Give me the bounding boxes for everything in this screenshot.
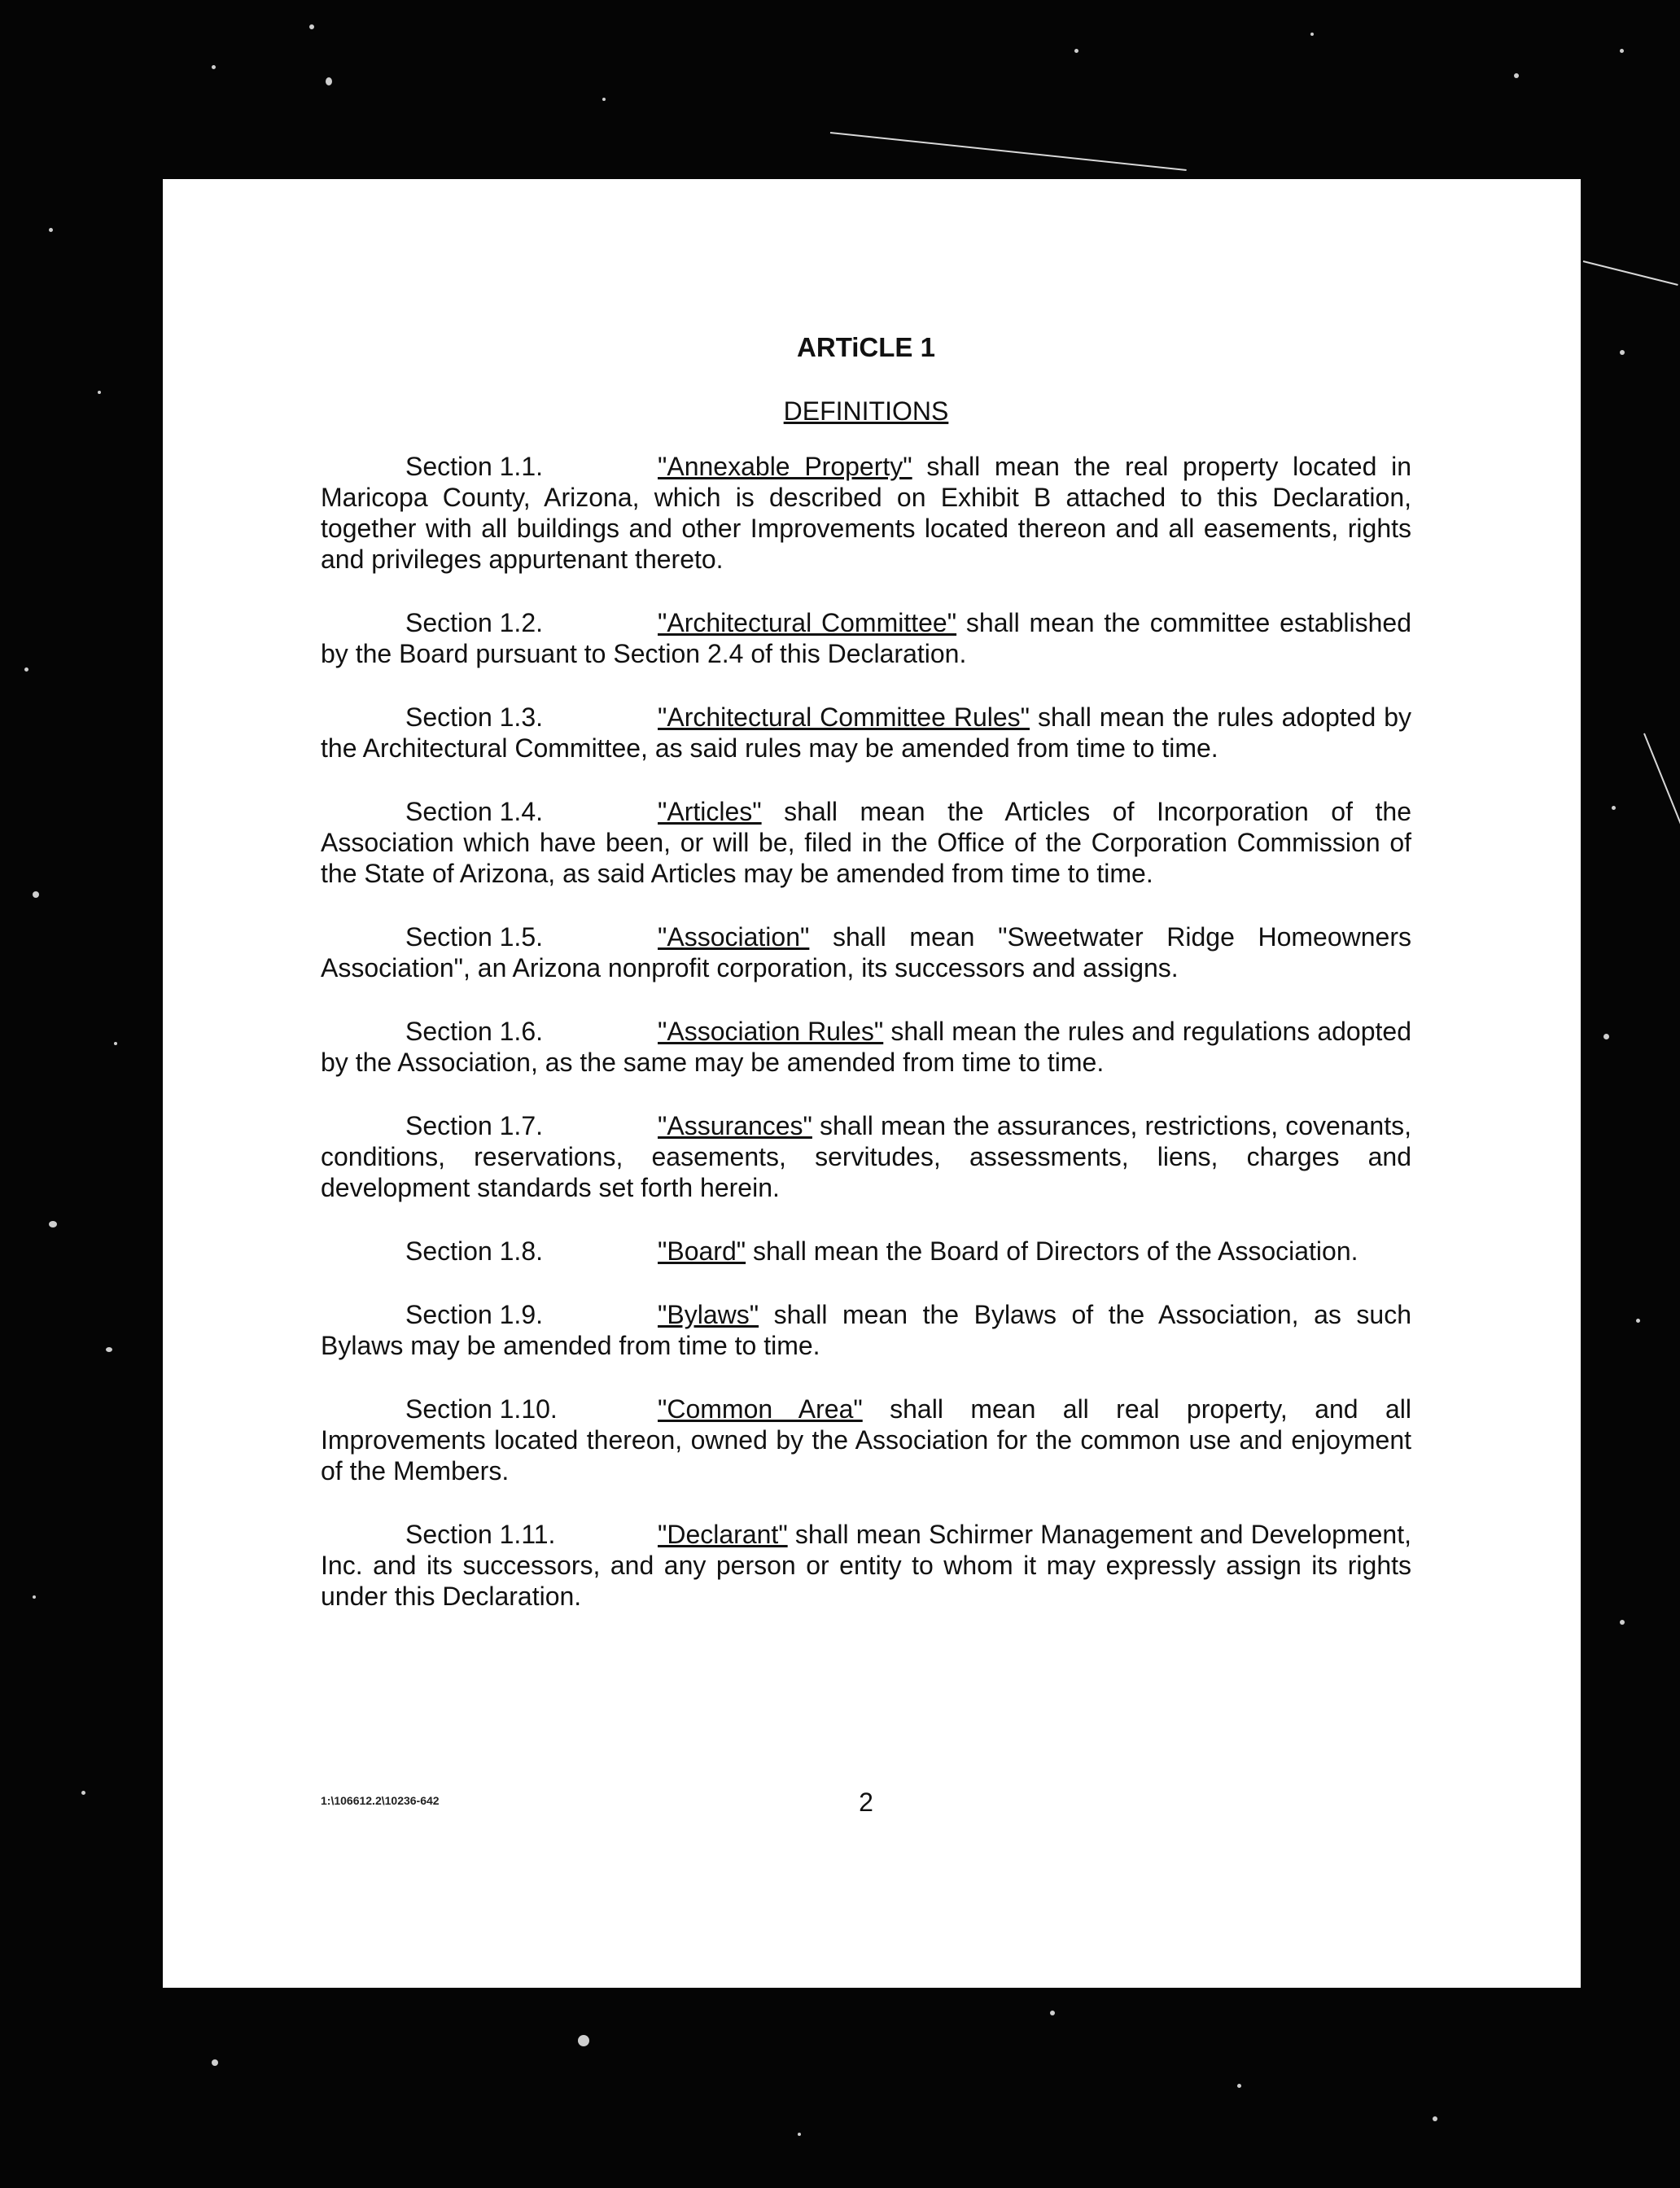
document-id: 1:\106612.2\10236-642 bbox=[321, 1794, 440, 1807]
definitions-heading: DEFINITIONS bbox=[783, 396, 949, 426]
dust-speck bbox=[1620, 350, 1625, 355]
definition-section bbox=[321, 1519, 1411, 1612]
scan-scratch bbox=[1643, 733, 1680, 840]
dust-speck bbox=[114, 1042, 117, 1045]
defined-term: "Board" bbox=[658, 1236, 746, 1266]
defined-term: "Common Area" bbox=[658, 1394, 863, 1424]
section-label: Section 1.8. bbox=[405, 1236, 543, 1266]
dust-speck bbox=[1514, 73, 1519, 78]
definition-section bbox=[321, 702, 1411, 764]
dust-speck bbox=[1237, 2084, 1241, 2088]
section-label: Section 1.10. bbox=[405, 1394, 558, 1424]
defined-term: "Architectural Committee Rules" bbox=[658, 702, 1030, 732]
section-label: Section 1.6. bbox=[405, 1017, 543, 1046]
section-label: Section 1.4. bbox=[405, 797, 543, 826]
scan-scratch bbox=[1583, 260, 1678, 286]
dust-speck bbox=[49, 1221, 57, 1227]
dust-speck bbox=[98, 391, 101, 394]
definition-section bbox=[321, 1394, 1411, 1486]
dust-speck bbox=[49, 228, 53, 232]
section-label: Section 1.3. bbox=[405, 702, 543, 732]
dust-speck bbox=[602, 98, 606, 101]
defined-term: "Annexable Property" bbox=[658, 452, 912, 481]
page-footer bbox=[321, 1788, 1411, 1820]
dust-speck bbox=[309, 24, 314, 29]
definition-text: shall mean "Sweetwater Ridge Homeowners Association", an Arizona nonprofit corporation, its successors and assigns. bbox=[321, 922, 1411, 982]
article-title: ARTiCLE 1 bbox=[797, 332, 935, 362]
dust-speck bbox=[1310, 33, 1314, 36]
section-label: Section 1.11. bbox=[405, 1520, 556, 1549]
definition-section bbox=[321, 921, 1411, 983]
definition-section bbox=[321, 607, 1411, 669]
dust-speck bbox=[1603, 1034, 1609, 1039]
definition-text: shall mean all real property, and all Improvements located thereon, owned by the Association for the common use and enjoyment of the Members. bbox=[321, 1394, 1412, 1486]
definition-text: shall mean the Board of Directors of the Association. bbox=[746, 1236, 1358, 1266]
defined-term: "Declarant" bbox=[658, 1520, 788, 1549]
section-label: Section 1.9. bbox=[405, 1300, 543, 1329]
defined-term: "Bylaws" bbox=[658, 1300, 759, 1329]
definition-section bbox=[321, 1016, 1411, 1078]
definition-text: shall mean the rules and regulations adopted by the Association, as the same may be amended from time to time. bbox=[321, 1017, 1412, 1077]
document-body bbox=[321, 332, 1411, 1644]
definition-section bbox=[321, 1236, 1411, 1267]
document-page bbox=[163, 179, 1581, 1988]
dust-speck bbox=[106, 1347, 112, 1352]
dust-speck bbox=[1620, 49, 1624, 53]
defined-term: "Assurances" bbox=[658, 1111, 812, 1140]
section-label: Section 1.1. bbox=[405, 452, 543, 481]
dust-speck bbox=[326, 77, 332, 85]
dust-speck bbox=[81, 1791, 85, 1795]
dust-speck bbox=[1050, 2011, 1055, 2015]
definition-text: shall mean Schirmer Management and Development, Inc. and its successors, and any person or entity to whom it may expressly assign its rights under this Declaration. bbox=[321, 1520, 1411, 1611]
dust-speck bbox=[212, 2059, 218, 2066]
dust-speck bbox=[1620, 1620, 1625, 1625]
definition-text: shall mean the Bylaws of the Association, as such Bylaws may be amended from time to time. bbox=[321, 1300, 1411, 1360]
dust-speck bbox=[1612, 806, 1616, 810]
definition-text: shall mean the Articles of Incorporation of the Association which have been, or will be, filed in the Office of the Corporation Commission of the State of Arizona, as said Articles may be amended from time to time. bbox=[321, 797, 1411, 888]
defined-term: "Association Rules" bbox=[658, 1017, 884, 1046]
definition-text: shall mean the committee established by the Board pursuant to Section 2.4 of this Declaration. bbox=[321, 608, 1412, 668]
dust-speck bbox=[1074, 49, 1078, 53]
dust-speck bbox=[578, 2035, 589, 2046]
section-label: Section 1.7. bbox=[405, 1111, 543, 1140]
section-label: Section 1.2. bbox=[405, 608, 543, 637]
definition-section bbox=[321, 451, 1411, 575]
definition-text: shall mean the assurances, restrictions, covenants, conditions, reservations, easements, servitudes, assessments, liens, charges and development standards set forth herein. bbox=[321, 1111, 1411, 1202]
page-number: 2 bbox=[859, 1788, 873, 1817]
defined-term: "Association" bbox=[658, 922, 810, 952]
dust-speck bbox=[33, 1595, 36, 1599]
definition-section bbox=[321, 796, 1411, 889]
dust-speck bbox=[212, 65, 216, 69]
dust-speck bbox=[24, 667, 28, 672]
scan-scratch bbox=[830, 132, 1187, 171]
dust-speck bbox=[1433, 2116, 1437, 2121]
defined-term: "Architectural Committee" bbox=[658, 608, 957, 637]
dust-speck bbox=[1636, 1319, 1640, 1323]
definition-section bbox=[321, 1110, 1411, 1203]
definition-text: shall mean the real property located in Maricopa County, Arizona, which is described on Exhibit B attached to this Declaration, together with all buildings and other Improvements located thereon and all easements, rights and privileges appurtenant thereto. bbox=[321, 452, 1412, 574]
defined-term: "Articles" bbox=[658, 797, 762, 826]
definition-section bbox=[321, 1299, 1411, 1361]
dust-speck bbox=[33, 891, 39, 898]
definitions-list bbox=[321, 451, 1411, 1612]
section-label: Section 1.5. bbox=[405, 922, 543, 952]
dust-speck bbox=[798, 2133, 801, 2136]
definition-text: shall mean the rules adopted by the Architectural Committee, as said rules may be amended from time to time. bbox=[321, 702, 1411, 763]
